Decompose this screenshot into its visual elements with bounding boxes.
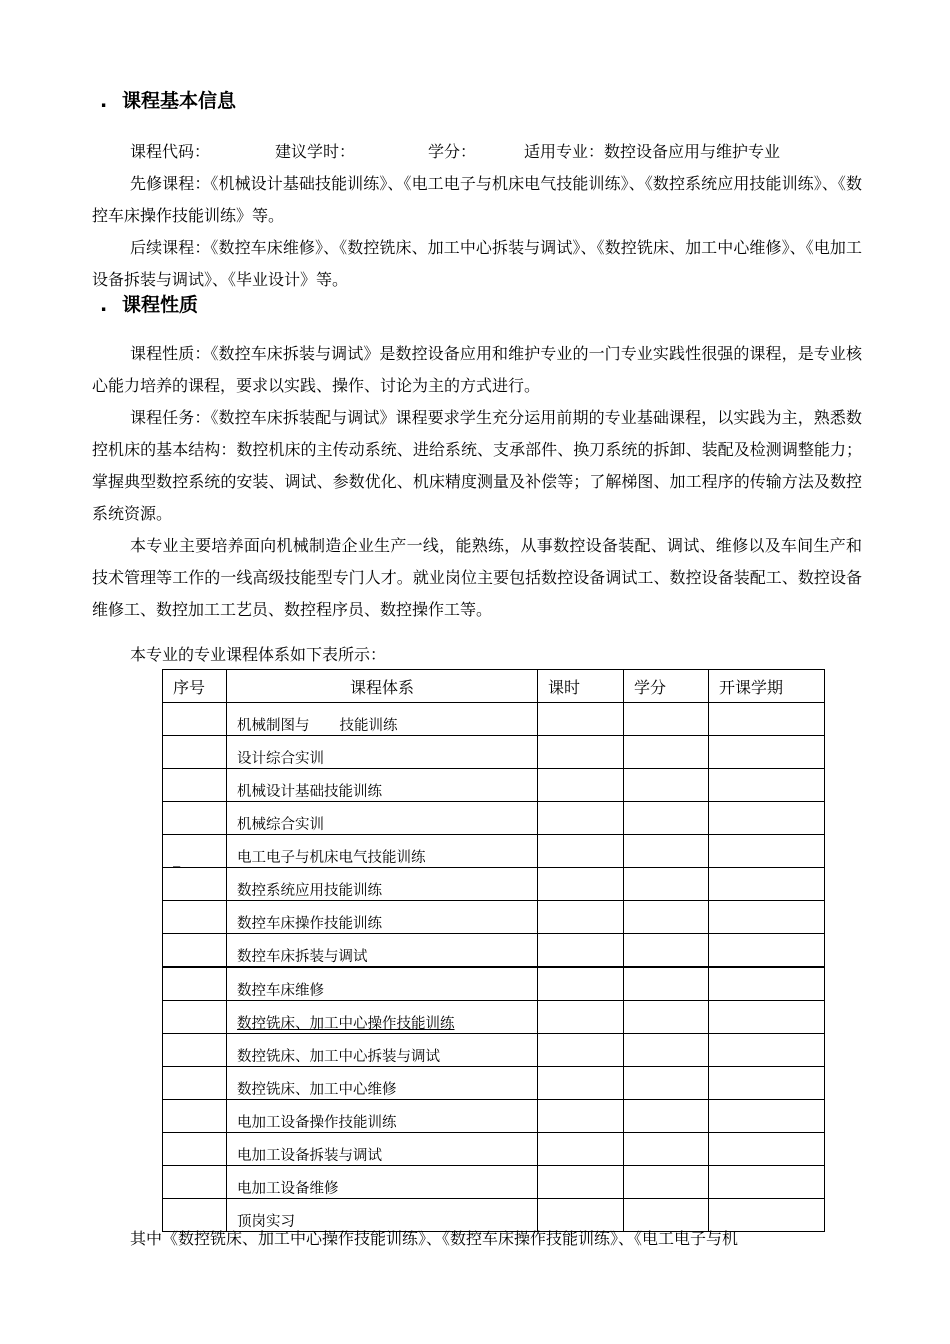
row-number [163,934,227,968]
row-semester [709,1034,825,1067]
row-hours [538,736,624,769]
row-course-name: 机械综合实训 [227,802,538,835]
table-row [163,967,825,1001]
row-hours [538,1001,624,1034]
suggested-hours-label: 建议学时： [275,142,356,161]
row-credits [624,802,709,835]
header-semester: 开课学期 [709,670,825,703]
row-number [163,1034,227,1067]
row-hours [538,1166,624,1199]
row-course-name: 电加工设备维修 [227,1166,538,1199]
prerequisite-courses: 先修课程：《机械设计基础技能训练》、《电工电子与机床电气技能训练》、《数控系统应用技能训练》、《数控车床操作技能训练》等。 [92,174,862,225]
row-number [163,1166,227,1199]
section-title: 课程性质 [122,294,199,316]
follow-up-courses: 后续课程：《数控车床维修》、《数控铣床、加工中心拆装与调试》、《数控铣床、加工中心维修》、《电加工设备拆装与调试》、《毕业设计》等。 [92,238,862,289]
course-nature-paragraph: 课程性质：《数控车床拆装与调试》是数控设备应用和维护专业的一门专业实践性很强的课程，是专业核心能力培养的课程，要求以实践、操作、讨论为主的方式进行。 [92,344,862,395]
row-credits [624,835,709,868]
basic-info-line [130,136,780,168]
course-name-underlined: 数控铣床、加工中心操作技能训练 [237,1016,455,1032]
credit-label: 学分： [428,142,477,161]
course-system-table [162,669,825,1232]
row-semester [709,703,825,736]
row-credits [624,736,709,769]
row-credits [624,967,709,1001]
header-credits: 学分 [624,670,709,703]
table-row [163,1166,825,1199]
row-hours [538,802,624,835]
table-row [163,868,825,901]
row-course-name: 数控车床维修 [227,967,538,1001]
row-course-name [227,703,538,736]
row-number [163,736,227,769]
section-heading-basic-info [100,86,236,113]
course-code-label: 课程代码： [130,142,211,161]
row-number [163,802,227,835]
row-credits [624,934,709,968]
row-course-name: 电工电子与机床电气技能训练 [227,835,538,868]
row-hours [538,1100,624,1133]
row-hours [538,868,624,901]
table-header-row [163,670,825,703]
table-row [163,901,825,934]
section-marker: . [100,90,108,112]
section-marker: . [100,294,108,316]
row-semester [709,736,825,769]
row-course-name: 数控系统应用技能训练 [227,868,538,901]
table-row [163,1034,825,1067]
section-heading-course-nature [100,290,198,317]
row-number [163,1100,227,1133]
row-number [163,967,227,1001]
row-course-name: 电加工设备操作技能训练 [227,1100,538,1133]
row-number [163,703,227,736]
row-hours [538,901,624,934]
row-number: _ [163,835,227,868]
row-hours [538,703,624,736]
row-course-name: 数控铣床、加工中心维修 [227,1067,538,1100]
row-course-name: 机械设计基础技能训练 [227,769,538,802]
closing-paragraph-start: 其中《数控铣床、加工中心操作技能训练》、《数控车床操作技能训练》、《电工电子与机 [130,1229,739,1248]
row-credits [624,703,709,736]
row-hours [538,835,624,868]
row-semester [709,835,825,868]
row-semester [709,1133,825,1166]
header-hours: 课时 [538,670,624,703]
table-row [163,769,825,802]
row-number [163,1001,227,1034]
table-row [163,1100,825,1133]
course-name-part: 机械制图与 [237,718,310,734]
table-caption: 本专业的专业课程体系如下表所示： [130,645,387,664]
row-semester [709,868,825,901]
row-number [163,901,227,934]
row-number [163,1067,227,1100]
training-goal-paragraph: 本专业主要培养面向机械制造企业生产一线，能熟练，从事数控设备装配、调试、维修以及车间生产和技术管理等工作的一线高级技能型专门人才。就业岗位主要包括数控设备调试工、数控设备装配工、数控设备维修工、数控加工工艺员、数控程序员、数控操作工等。 [92,536,862,619]
row-hours [538,1067,624,1100]
row-course-name: 电加工设备拆装与调试 [227,1133,538,1166]
row-hours [538,769,624,802]
row-hours [538,934,624,968]
row-hours [538,967,624,1001]
table-row [163,1067,825,1100]
table-row [163,703,825,736]
course-task-paragraph: 课程任务：《数控车床拆装配与调试》课程要求学生充分运用前期的专业基础课程，以实践为主，熟悉数控机床的基本结构：数控机床的主传动系统、进给系统、支承部件、换刀系统的拆卸、装配及检测调整能力；掌握典型数控系统的安装、调试、参数优化、机床精度测量及补偿等；了解梯图、加工程序的传输方法及数控系统资源。 [92,408,862,523]
row-number [163,868,227,901]
table-row [163,835,825,868]
row-course-name [227,1001,538,1034]
row-semester [709,934,825,968]
row-number [163,1133,227,1166]
row-credits [624,901,709,934]
row-semester [709,769,825,802]
table-row [163,1001,825,1034]
row-credits [624,1100,709,1133]
row-credits [624,1034,709,1067]
table-row [163,1133,825,1166]
row-semester [709,1067,825,1100]
row-semester [709,1166,825,1199]
row-course-name: 设计综合实训 [227,736,538,769]
row-credits [624,769,709,802]
row-course-name: 顶岗实习 [227,1199,538,1232]
row-course-name: 数控车床操作技能训练 [227,901,538,934]
table-row [163,934,825,968]
row-semester [709,1100,825,1133]
header-number: 序号 [163,670,227,703]
table-row [163,736,825,769]
row-hours [538,1034,624,1067]
row-credits [624,1001,709,1034]
row-credits [624,1133,709,1166]
row-hours [538,1133,624,1166]
table-row [163,802,825,835]
row-semester [709,1001,825,1034]
header-course-system: 课程体系 [227,670,538,703]
course-name-part: 技能训练 [339,718,398,734]
row-number [163,769,227,802]
row-semester [709,967,825,1001]
row-course-name: 数控车床拆装与调试 [227,934,538,968]
row-credits [624,1166,709,1199]
row-course-name: 数控铣床、加工中心拆装与调试 [227,1034,538,1067]
row-credits [624,868,709,901]
row-semester [709,901,825,934]
row-credits [624,1067,709,1100]
row-semester [709,802,825,835]
applicable-major-label: 适用专业：数控设备应用与维护专业 [524,142,781,161]
section-title: 课程基本信息 [122,90,237,112]
